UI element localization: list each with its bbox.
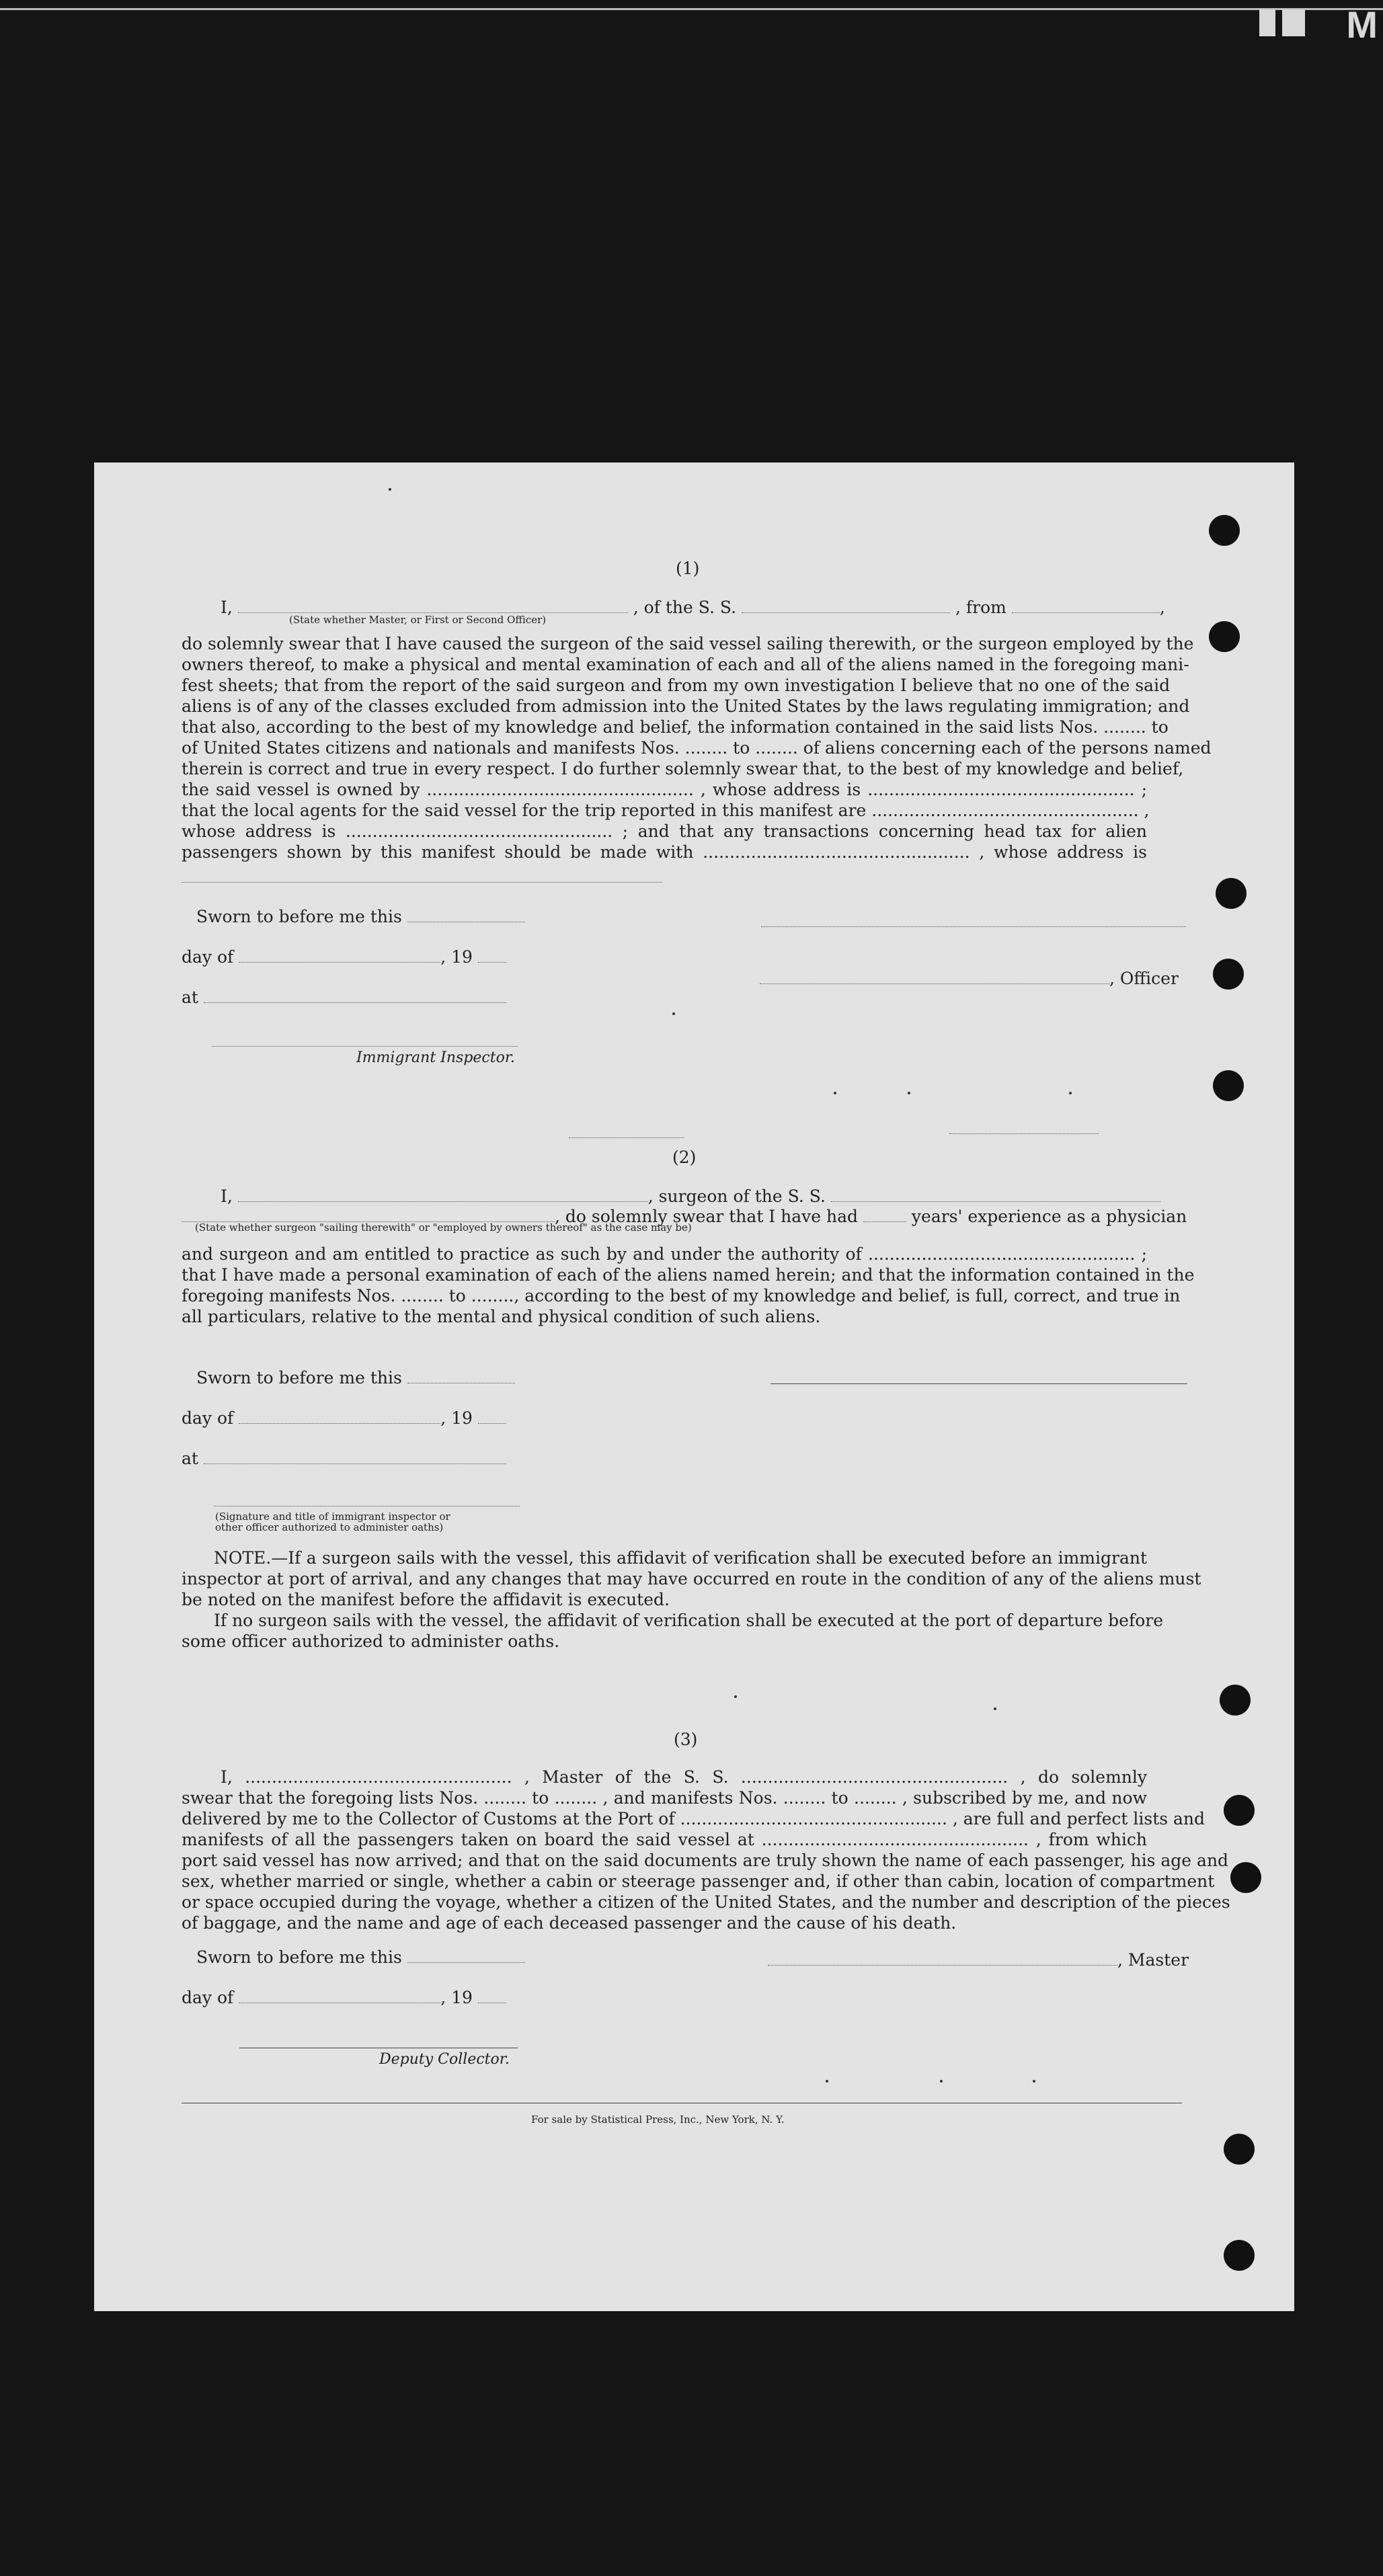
section-1-officer: , Officer [760,968,1179,989]
section-2-mark [949,1133,1099,1134]
section-2-day-of: day of , 19 [182,1408,506,1428]
section-1-number: (1) [676,559,700,578]
scan-speck [994,1707,996,1710]
scan-speck [908,1092,910,1094]
punch-hole [1224,2240,1255,2271]
scan-speck [672,1012,675,1015]
punch-hole [1230,1862,1261,1893]
section-2-mark [569,1137,684,1138]
section-3-master: , Master [768,1949,1189,1970]
scan-speck [1069,1092,1072,1094]
section-1-at: at [182,987,506,1008]
section-2-number: (2) [672,1148,697,1167]
section-2-caption: (State whether surgeon "sailing therewith" or "employed by owners thereof" as the case may be) [195,1221,692,1234]
punch-hole [1224,1795,1255,1826]
section-2-signature-line [770,1383,1187,1384]
punch-hole [1213,959,1244,990]
section-1-signature-line [761,926,1186,927]
section-2-at: at [182,1448,506,1469]
scan-speck [389,488,391,491]
section-3-paragraph: I, .................................................. , Master of the S. S. .................................................. , do solemnly swear that the foregoing lists Nos. ........ to ........ , and manifests Nos. ........ to ........ , subscribed by me, and now delivered by me to the Collector of Customs at the Port of .................................................. , are full and perfect lists and manifests of all the passengers taken on board the said vessel at .................................................. , from which port said vessel has now arrived; and that on the said documents are truly shown the name of each passenger, his age and sex, whether married or single, whether a cabin or steerage passenger and, if other than cabin, location of compartment or space occupied during the voyage, whether a citizen of the United States, and the number and description of the pieces of baggage, and the name and age of each deceased passenger and the cause of his death. [182,1767,1230,1933]
section-3-day-of: day of , 19 [182,1987,506,2008]
scan-speck [1033,2080,1035,2083]
corner-mark [1282,9,1305,36]
section-1-sworn: Sworn to before me this [196,906,525,927]
scan-speck [826,2080,828,2083]
punch-hole [1216,878,1247,909]
corner-mark [1259,9,1275,36]
scan-speck [834,1092,836,1094]
punch-hole [1209,515,1240,546]
section-2-sworn: Sworn to before me this [196,1367,515,1388]
section-3-sworn: Sworn to before me this [196,1947,525,1968]
scan-speck [940,2080,943,2083]
punch-hole [1213,1070,1244,1101]
section-1-day-of: day of , 19 [182,947,506,967]
punch-hole [1220,1685,1251,1716]
section-1-inspector-line [212,1046,518,1047]
punch-hole [1224,2134,1255,2165]
section-2-sig-caption-2: other officer authorized to administer oaths) [215,1521,444,1533]
section-3-number: (3) [674,1730,698,1749]
section-1-address-line [182,882,662,883]
section-1-inspector: Immigrant Inspector. [356,1049,515,1066]
film-top-border [0,8,1383,10]
section-1-paragraph: do solemnly swear that I have caused the surgeon of the said vessel sailing therewith, or the surgeon employed by the owners thereof, to make a physical and mental examination of each and all of the aliens named in the foregoing mani- fest sheets; that from the report of the said surgeon and from my own investigation I believe that no one of the said aliens is of any of the classes excluded from admission into the United States by the laws regulating immigration; and that also, according to the best of my knowledge and belief, the information contained in the said lists Nos. ........ to of United States citizens and nationals and manifests Nos. ........ to ........ of aliens concerning each of the persons named therein is correct and true in every respect. I do further solemnly swear that, to the best of my knowledge and belief, the said vessel is owned by .................................................. , whose address is .................................................. ; that the local agents for the said vessel for the trip reported in this manifest are .................................................. , whose address is .................................................. ; and that any transactions concerning head tax for alien passengers shown by this manifest should be made with .................................................. , whose address is [182,634,1212,862]
corner-letter: M [1346,3,1378,46]
section-1-line-1: I, , of the S. S. , from , [221,598,1165,617]
punch-hole [1209,621,1240,652]
section-2-line-1: I, , surgeon of the S. S. [221,1186,1160,1207]
section-2-note: NOTE.—If a surgeon sails with the vessel, this affidavit of verification shall be executed before an immigrant inspector at port of arrival, and any changes that may have occurred en route in the condition of any of the aliens must be noted on the manifest before the affidavit is executed. If no surgeon sails with the vessel, the affidavit of verification shall be executed at the port of departure before some officer authorized to administer oaths. [182,1548,1201,1651]
section-2-line-2: , do solemnly swear that I have had years' experience as a physician [182,1206,1187,1227]
section-3-collector: Deputy Collector. [379,2051,510,2068]
section-2-paragraph: and surgeon and am entitled to practice as such by and under the authority of .................................................. ; that I have made a personal examination of each of the aliens named herein; and that the information contained in the foregoing manifests Nos. ........ to ........, according to the best of my knowledge and belief, is full, correct, and true in all particulars, relative to the mental and physical condition of such aliens. [182,1244,1195,1326]
section-1-caption: (State whether Master, or First or Second Officer) [289,614,547,626]
section-2-sig-caption-1: (Signature and title of immigrant inspector or [215,1511,450,1523]
printer-footer: For sale by Statistical Press, Inc., New York, N. Y. [531,2114,785,2126]
manifest-page [94,462,1294,2311]
scan-speck [734,1695,737,1698]
